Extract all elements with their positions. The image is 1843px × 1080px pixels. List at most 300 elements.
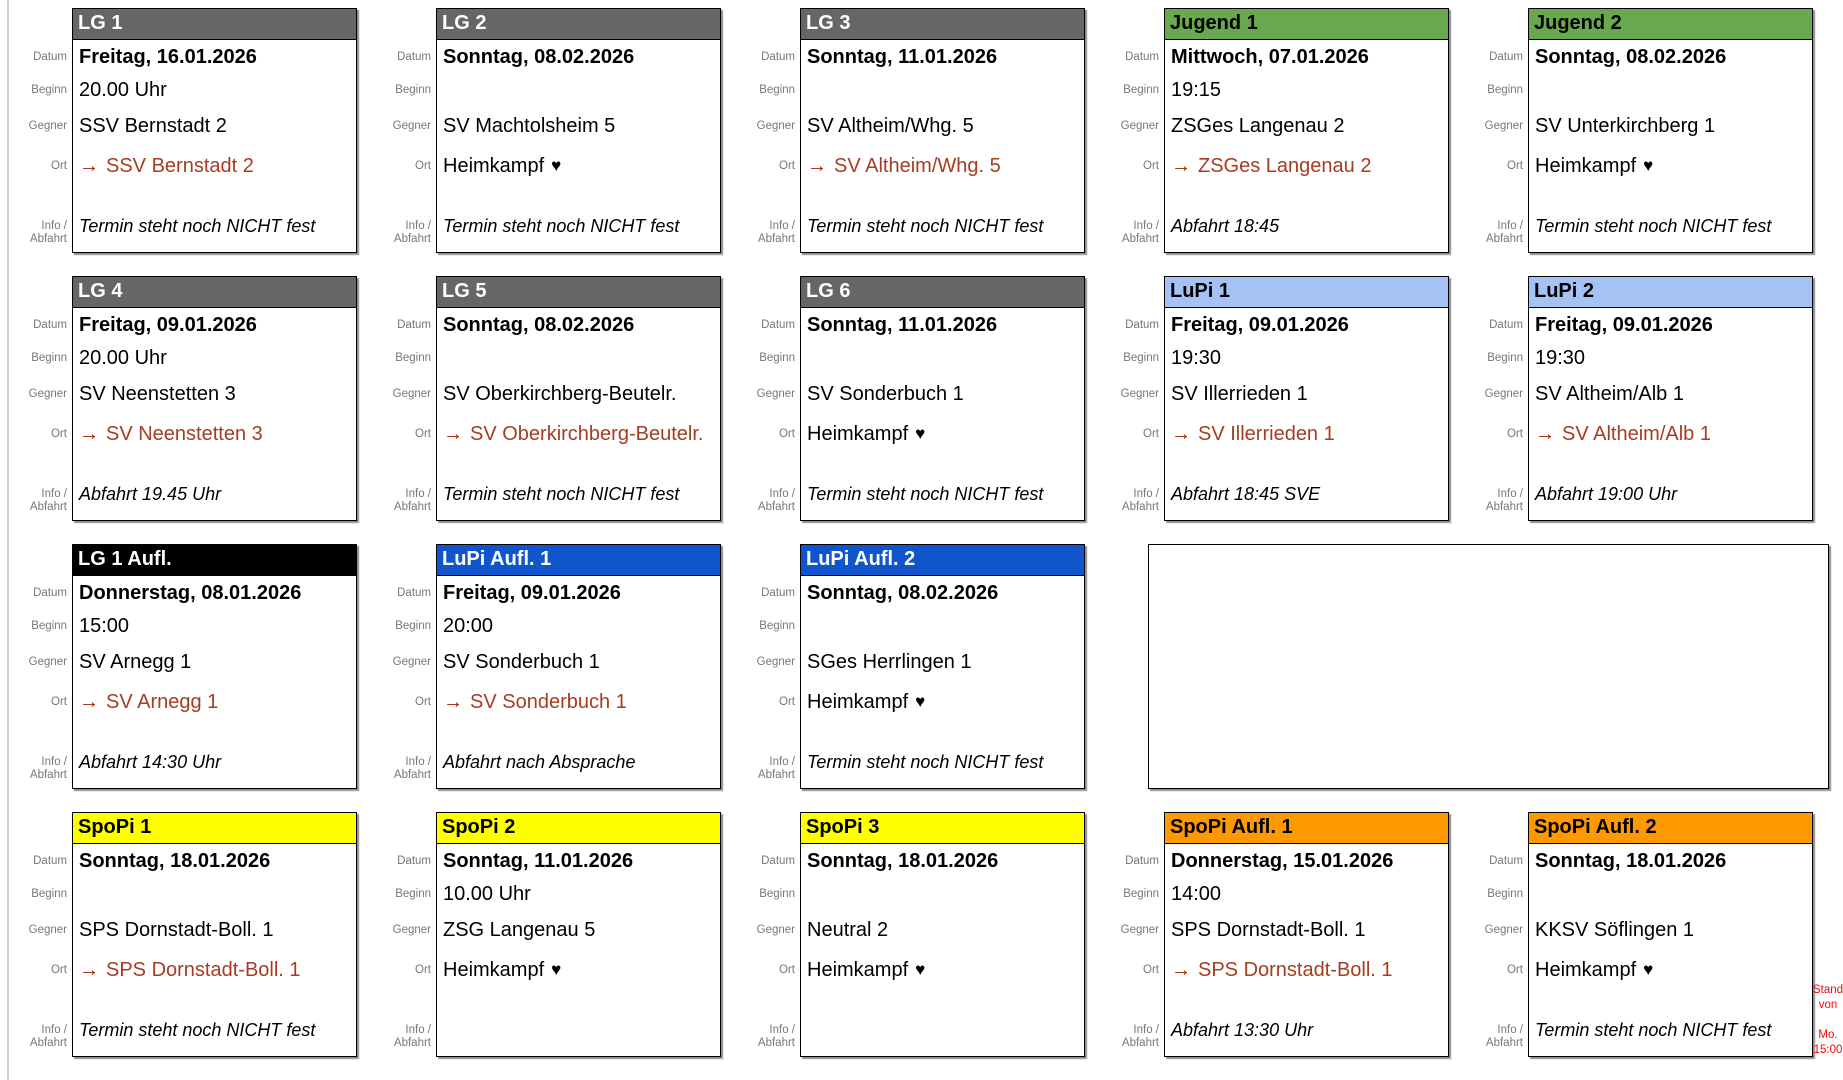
card-header xyxy=(437,813,720,844)
datum-label: Datum xyxy=(1125,854,1159,867)
info-abfahrt-label: Info / Abfahrt xyxy=(29,1024,67,1049)
gegner-label: Gegner xyxy=(392,387,431,400)
gegner-value: Neutral 2 xyxy=(807,918,889,941)
gegner-label: Gegner xyxy=(28,387,67,400)
label-gutter xyxy=(738,812,800,1057)
datum-label: Datum xyxy=(761,318,795,331)
datum-value: Freitag, 09.01.2026 xyxy=(79,313,257,336)
label-gutter xyxy=(374,544,436,789)
match-card xyxy=(1164,812,1449,1057)
card-header xyxy=(437,9,720,40)
gegner-label: Gegner xyxy=(392,923,431,936)
beginn-value xyxy=(801,342,1084,374)
schedule-row xyxy=(10,8,1843,276)
datum-value: Sonntag, 18.01.2026 xyxy=(1535,849,1727,872)
gegner-label: Gegner xyxy=(756,387,795,400)
ort-label: Ort xyxy=(779,159,795,172)
card-header xyxy=(1165,9,1448,40)
info-abfahrt-label: Info / Abfahrt xyxy=(393,488,431,513)
schedule-cell xyxy=(738,8,1102,276)
schedule-cell xyxy=(738,276,1102,544)
info-value: Termin steht noch NICHT fest xyxy=(443,216,680,236)
datum-value: Freitag, 09.01.2026 xyxy=(1171,313,1349,336)
ort-row xyxy=(437,414,720,454)
schedule-cell xyxy=(10,276,374,544)
gegner-label: Gegner xyxy=(28,119,67,132)
ort-row xyxy=(1165,146,1448,186)
info-value: Termin steht noch NICHT fest xyxy=(807,484,1044,504)
info-abfahrt-label: Info / Abfahrt xyxy=(29,488,67,513)
beginn-label: Beginn xyxy=(395,619,431,632)
stand-note-line: 15:00 xyxy=(1813,1044,1843,1056)
datum-value: Sonntag, 18.01.2026 xyxy=(807,849,999,872)
ort-row xyxy=(1529,414,1812,454)
match-card xyxy=(800,8,1085,253)
datum-label: Datum xyxy=(761,586,795,599)
status-timestamp-note xyxy=(1813,983,1843,1058)
gegner-value: SV Arnegg 1 xyxy=(79,650,192,673)
beginn-value: 19:30 xyxy=(1535,346,1586,369)
label-gutter xyxy=(10,8,72,253)
beginn-label: Beginn xyxy=(395,83,431,96)
card-header xyxy=(1529,277,1812,308)
ort-row xyxy=(437,950,720,990)
beginn-label: Beginn xyxy=(31,887,67,900)
label-gutter xyxy=(1466,8,1528,253)
card-title: Jugend 1 xyxy=(1170,12,1258,34)
away-arrow-icon: → xyxy=(443,422,463,445)
card-title: LuPi 1 xyxy=(1170,280,1231,302)
card-header xyxy=(73,277,356,308)
card-title: LuPi Aufl. 1 xyxy=(442,548,552,570)
gegner-value: SV Oberkirchberg-Beutelr. xyxy=(443,382,677,405)
beginn-value xyxy=(801,74,1084,106)
beginn-label: Beginn xyxy=(1123,351,1159,364)
datum-value: Freitag, 09.01.2026 xyxy=(443,581,621,604)
info-value: Termin steht noch NICHT fest xyxy=(443,484,680,504)
schedule-cell xyxy=(1466,812,1830,1080)
datum-value: Sonntag, 08.02.2026 xyxy=(1535,45,1727,68)
ort-value: SSV Bernstadt 2 xyxy=(106,154,254,177)
card-header xyxy=(801,545,1084,576)
beginn-value xyxy=(437,74,720,106)
gegner-label: Gegner xyxy=(392,655,431,668)
ort-row xyxy=(73,682,356,722)
ort-label: Ort xyxy=(1507,963,1523,976)
match-card xyxy=(1528,276,1813,521)
info-abfahrt-label: Info / Abfahrt xyxy=(1485,220,1523,245)
beginn-label: Beginn xyxy=(395,887,431,900)
match-card xyxy=(1528,8,1813,253)
beginn-label: Beginn xyxy=(31,351,67,364)
ort-row xyxy=(73,950,356,990)
label-gutter xyxy=(374,8,436,253)
ort-row xyxy=(73,414,356,454)
ort-row xyxy=(1165,950,1448,990)
label-gutter xyxy=(10,276,72,521)
card-title: LuPi Aufl. 2 xyxy=(806,548,916,570)
info-abfahrt-label: Info / Abfahrt xyxy=(393,220,431,245)
info-value: Termin steht noch NICHT fest xyxy=(79,216,316,236)
beginn-label: Beginn xyxy=(31,619,67,632)
ort-label: Ort xyxy=(51,159,67,172)
info-value: Termin steht noch NICHT fest xyxy=(807,216,1044,236)
info-value: Abfahrt nach Absprache xyxy=(443,752,636,772)
schedule-cell xyxy=(10,8,374,276)
ort-row xyxy=(1529,146,1812,186)
gegner-label: Gegner xyxy=(392,119,431,132)
card-title: LG 6 xyxy=(806,280,851,302)
ort-value: SPS Dornstadt-Boll. 1 xyxy=(1198,958,1393,981)
schedule-cell xyxy=(10,544,374,812)
beginn-value xyxy=(801,610,1084,642)
beginn-value xyxy=(437,342,720,374)
beginn-label: Beginn xyxy=(395,351,431,364)
heart-icon: ♥ xyxy=(551,156,562,175)
card-title: LG 5 xyxy=(442,280,487,302)
card-header xyxy=(801,277,1084,308)
ort-label: Ort xyxy=(779,695,795,708)
gegner-label: Gegner xyxy=(756,119,795,132)
gegner-value: SV Altheim/Alb 1 xyxy=(1535,382,1684,405)
schedule-cell xyxy=(374,544,738,812)
datum-label: Datum xyxy=(33,854,67,867)
beginn-value: 15:00 xyxy=(79,614,130,637)
info-abfahrt-label: Info / Abfahrt xyxy=(1121,1024,1159,1049)
schedule-cell xyxy=(738,812,1102,1080)
datum-label: Datum xyxy=(1489,50,1523,63)
label-gutter xyxy=(10,544,72,789)
card-title: SpoPi Aufl. 1 xyxy=(1170,816,1293,838)
match-card xyxy=(1164,276,1449,521)
card-header xyxy=(801,9,1084,40)
datum-label: Datum xyxy=(1489,318,1523,331)
info-value: Abfahrt 19:00 Uhr xyxy=(1535,484,1678,504)
label-gutter xyxy=(738,8,800,253)
page-left-border xyxy=(7,0,9,1080)
gegner-value: SV Altheim/Whg. 5 xyxy=(807,114,974,137)
card-title: LG 4 xyxy=(78,280,123,302)
match-card xyxy=(72,812,357,1057)
schedule-cell xyxy=(10,812,374,1080)
heart-icon: ♥ xyxy=(1643,156,1654,175)
ort-value: Heimkampf xyxy=(807,690,909,713)
card-title: SpoPi 1 xyxy=(78,816,152,838)
heart-icon: ♥ xyxy=(915,960,926,979)
gegner-value: SPS Dornstadt-Boll. 1 xyxy=(1171,918,1366,941)
match-card xyxy=(72,276,357,521)
card-title: SpoPi 2 xyxy=(442,816,516,838)
card-title: SpoPi Aufl. 2 xyxy=(1534,816,1657,838)
card-header xyxy=(1165,813,1448,844)
datum-value: Donnerstag, 08.01.2026 xyxy=(79,581,302,604)
datum-label: Datum xyxy=(33,318,67,331)
datum-label: Datum xyxy=(33,50,67,63)
gegner-value: SV Sonderbuch 1 xyxy=(443,650,600,673)
beginn-label: Beginn xyxy=(1123,83,1159,96)
datum-value: Freitag, 09.01.2026 xyxy=(1535,313,1713,336)
ort-label: Ort xyxy=(1143,963,1159,976)
ort-row xyxy=(73,146,356,186)
info-abfahrt-label: Info / Abfahrt xyxy=(393,756,431,781)
ort-row xyxy=(801,950,1084,990)
datum-label: Datum xyxy=(1125,50,1159,63)
heart-icon: ♥ xyxy=(551,960,562,979)
gegner-value: SV Unterkirchberg 1 xyxy=(1535,114,1716,137)
card-title: Jugend 2 xyxy=(1534,12,1622,34)
ort-value: SV Neenstetten 3 xyxy=(106,422,263,445)
heart-icon: ♥ xyxy=(915,424,926,443)
gegner-label: Gegner xyxy=(28,923,67,936)
gegner-label: Gegner xyxy=(1484,387,1523,400)
ort-label: Ort xyxy=(415,963,431,976)
label-gutter xyxy=(374,276,436,521)
card-title: SpoPi 3 xyxy=(806,816,880,838)
match-card xyxy=(436,8,721,253)
away-arrow-icon: → xyxy=(79,154,99,177)
ort-label: Ort xyxy=(779,963,795,976)
schedule-cell xyxy=(738,544,1102,812)
schedule-cell xyxy=(1466,8,1830,276)
gegner-label: Gegner xyxy=(28,655,67,668)
card-header xyxy=(73,813,356,844)
info-abfahrt-label: Info / Abfahrt xyxy=(1485,488,1523,513)
schedule-cell xyxy=(1466,276,1830,544)
card-header xyxy=(73,545,356,576)
datum-label: Datum xyxy=(761,854,795,867)
info-value: Termin steht noch NICHT fest xyxy=(1535,216,1772,236)
away-arrow-icon: → xyxy=(1171,422,1191,445)
ort-label: Ort xyxy=(415,427,431,440)
empty-schedule-slot xyxy=(1148,544,1829,789)
datum-value: Freitag, 16.01.2026 xyxy=(79,45,257,68)
beginn-value xyxy=(73,878,356,910)
datum-label: Datum xyxy=(397,50,431,63)
away-arrow-icon: → xyxy=(79,422,99,445)
datum-value: Sonntag, 18.01.2026 xyxy=(79,849,271,872)
info-abfahrt-label: Info / Abfahrt xyxy=(393,1024,431,1049)
label-gutter xyxy=(374,812,436,1057)
ort-label: Ort xyxy=(1143,427,1159,440)
info-value: Abfahrt 14:30 Uhr xyxy=(79,752,222,772)
datum-label: Datum xyxy=(33,586,67,599)
schedule-cell xyxy=(1102,8,1466,276)
label-gutter xyxy=(1102,812,1164,1057)
gegner-value: KKSV Söflingen 1 xyxy=(1535,918,1694,941)
ort-value: Heimkampf xyxy=(1535,154,1637,177)
ort-label: Ort xyxy=(51,427,67,440)
info-value: Abfahrt 19.45 Uhr xyxy=(79,484,222,504)
beginn-label: Beginn xyxy=(759,887,795,900)
beginn-label: Beginn xyxy=(759,351,795,364)
away-arrow-icon: → xyxy=(1535,422,1555,445)
card-header xyxy=(437,277,720,308)
info-abfahrt-label: Info / Abfahrt xyxy=(29,220,67,245)
away-arrow-icon: → xyxy=(807,154,827,177)
away-arrow-icon: → xyxy=(1171,154,1191,177)
ort-row xyxy=(801,146,1084,186)
ort-row xyxy=(437,682,720,722)
match-card xyxy=(436,544,721,789)
info-abfahrt-label: Info / Abfahrt xyxy=(757,220,795,245)
ort-label: Ort xyxy=(415,159,431,172)
datum-value: Donnerstag, 15.01.2026 xyxy=(1171,849,1394,872)
schedule-cell xyxy=(374,812,738,1080)
ort-value: SV Sonderbuch 1 xyxy=(470,690,627,713)
info-value xyxy=(437,1016,720,1056)
gegner-value: SV Illerrieden 1 xyxy=(1171,382,1308,405)
stand-note-line: von xyxy=(1818,999,1838,1011)
ort-label: Ort xyxy=(51,963,67,976)
label-gutter xyxy=(1102,8,1164,253)
card-header xyxy=(437,545,720,576)
ort-row xyxy=(1529,950,1812,990)
label-gutter xyxy=(1102,276,1164,521)
datum-value: Mittwoch, 07.01.2026 xyxy=(1171,45,1369,68)
ort-row xyxy=(437,146,720,186)
gegner-value: SSV Bernstadt 2 xyxy=(79,114,227,137)
beginn-label: Beginn xyxy=(759,83,795,96)
ort-row xyxy=(1165,414,1448,454)
card-title: LuPi 2 xyxy=(1534,280,1595,302)
beginn-value: 10.00 Uhr xyxy=(443,882,531,905)
away-arrow-icon: → xyxy=(79,690,99,713)
ort-value: Heimkampf xyxy=(807,958,909,981)
schedule-row xyxy=(10,812,1843,1080)
match-card xyxy=(1528,812,1813,1057)
card-title: LG 1 xyxy=(78,12,123,34)
beginn-value xyxy=(801,878,1084,910)
ort-value: Heimkampf xyxy=(1535,958,1637,981)
gegner-label: Gegner xyxy=(1120,119,1159,132)
ort-value: SV Altheim/Alb 1 xyxy=(1562,422,1711,445)
ort-value: SPS Dornstadt-Boll. 1 xyxy=(106,958,301,981)
datum-value: Sonntag, 08.02.2026 xyxy=(807,581,999,604)
label-gutter xyxy=(738,276,800,521)
away-arrow-icon: → xyxy=(443,690,463,713)
label-gutter xyxy=(10,812,72,1057)
away-arrow-icon: → xyxy=(79,958,99,981)
beginn-label: Beginn xyxy=(1123,887,1159,900)
schedule-cell xyxy=(1102,276,1466,544)
datum-label: Datum xyxy=(1489,854,1523,867)
card-header xyxy=(1529,9,1812,40)
away-arrow-icon: → xyxy=(1171,958,1191,981)
ort-value: ZSGes Langenau 2 xyxy=(1198,154,1372,177)
ort-value: SV Illerrieden 1 xyxy=(1198,422,1335,445)
datum-label: Datum xyxy=(1125,318,1159,331)
ort-value: SV Oberkirchberg-Beutelr. xyxy=(470,422,704,445)
info-abfahrt-label: Info / Abfahrt xyxy=(1121,220,1159,245)
datum-label: Datum xyxy=(761,50,795,63)
info-value: Abfahrt 18:45 SVE xyxy=(1171,484,1321,504)
gegner-label: Gegner xyxy=(1120,923,1159,936)
heart-icon: ♥ xyxy=(1643,960,1654,979)
info-value: Termin steht noch NICHT fest xyxy=(807,752,1044,772)
label-gutter xyxy=(1466,276,1528,521)
schedule-cell xyxy=(374,8,738,276)
match-card xyxy=(1164,8,1449,253)
label-gutter xyxy=(1466,812,1528,1057)
ort-label: Ort xyxy=(1143,159,1159,172)
info-value: Termin steht noch NICHT fest xyxy=(79,1020,316,1040)
stand-note-line: Stand xyxy=(1813,984,1843,996)
info-value: Abfahrt 13:30 Uhr xyxy=(1171,1020,1314,1040)
gegner-value: SPS Dornstadt-Boll. 1 xyxy=(79,918,274,941)
ort-value: SV Altheim/Whg. 5 xyxy=(834,154,1001,177)
datum-value: Sonntag, 11.01.2026 xyxy=(807,45,998,68)
match-card xyxy=(72,544,357,789)
match-card xyxy=(436,812,721,1057)
datum-label: Datum xyxy=(397,854,431,867)
heart-icon: ♥ xyxy=(915,692,926,711)
ort-row xyxy=(801,682,1084,722)
gegner-label: Gegner xyxy=(1484,923,1523,936)
beginn-value: 19:15 xyxy=(1171,78,1222,101)
gegner-value: ZSGes Langenau 2 xyxy=(1171,114,1345,137)
gegner-value: ZSG Langenau 5 xyxy=(443,918,596,941)
card-header xyxy=(1529,813,1812,844)
gegner-label: Gegner xyxy=(1484,119,1523,132)
label-gutter xyxy=(738,544,800,789)
ort-row xyxy=(801,414,1084,454)
info-abfahrt-label: Info / Abfahrt xyxy=(757,1024,795,1049)
datum-value: Sonntag, 08.02.2026 xyxy=(443,45,635,68)
info-abfahrt-label: Info / Abfahrt xyxy=(29,756,67,781)
card-title: LG 3 xyxy=(806,12,851,34)
beginn-label: Beginn xyxy=(1487,887,1523,900)
beginn-value: 20.00 Uhr xyxy=(79,346,167,369)
beginn-label: Beginn xyxy=(1487,83,1523,96)
ort-value: Heimkampf xyxy=(807,422,909,445)
match-card xyxy=(800,812,1085,1057)
card-title: LG 2 xyxy=(442,12,487,34)
match-card xyxy=(800,276,1085,521)
beginn-value: 20.00 Uhr xyxy=(79,78,167,101)
beginn-label: Beginn xyxy=(759,619,795,632)
schedule-cell xyxy=(374,276,738,544)
card-title: LG 1 Aufl. xyxy=(78,548,172,570)
ort-value: Heimkampf xyxy=(443,154,545,177)
stand-note-line: Mo. xyxy=(1818,1029,1838,1041)
datum-value: Sonntag, 08.02.2026 xyxy=(443,313,635,336)
gegner-value: SV Machtolsheim 5 xyxy=(443,114,616,137)
info-value: Abfahrt 18:45 xyxy=(1171,216,1280,236)
beginn-value: 14:00 xyxy=(1171,882,1222,905)
gegner-label: Gegner xyxy=(756,655,795,668)
gegner-label: Gegner xyxy=(1120,387,1159,400)
beginn-value xyxy=(1529,878,1812,910)
card-header xyxy=(1165,277,1448,308)
card-header xyxy=(73,9,356,40)
beginn-value: 20:00 xyxy=(443,614,494,637)
beginn-value: 19:30 xyxy=(1171,346,1222,369)
ort-label: Ort xyxy=(51,695,67,708)
datum-value: Sonntag, 11.01.2026 xyxy=(443,849,634,872)
match-card xyxy=(436,276,721,521)
beginn-label: Beginn xyxy=(1487,351,1523,364)
info-abfahrt-label: Info / Abfahrt xyxy=(1485,1024,1523,1049)
info-value xyxy=(801,1016,1084,1056)
gegner-value: SGes Herrlingen 1 xyxy=(807,650,972,673)
gegner-value: SV Sonderbuch 1 xyxy=(807,382,964,405)
ort-label: Ort xyxy=(415,695,431,708)
schedule-cell xyxy=(1102,812,1466,1080)
ort-value: Heimkampf xyxy=(443,958,545,981)
ort-value: SV Arnegg 1 xyxy=(106,690,219,713)
info-abfahrt-label: Info / Abfahrt xyxy=(757,756,795,781)
match-card xyxy=(72,8,357,253)
